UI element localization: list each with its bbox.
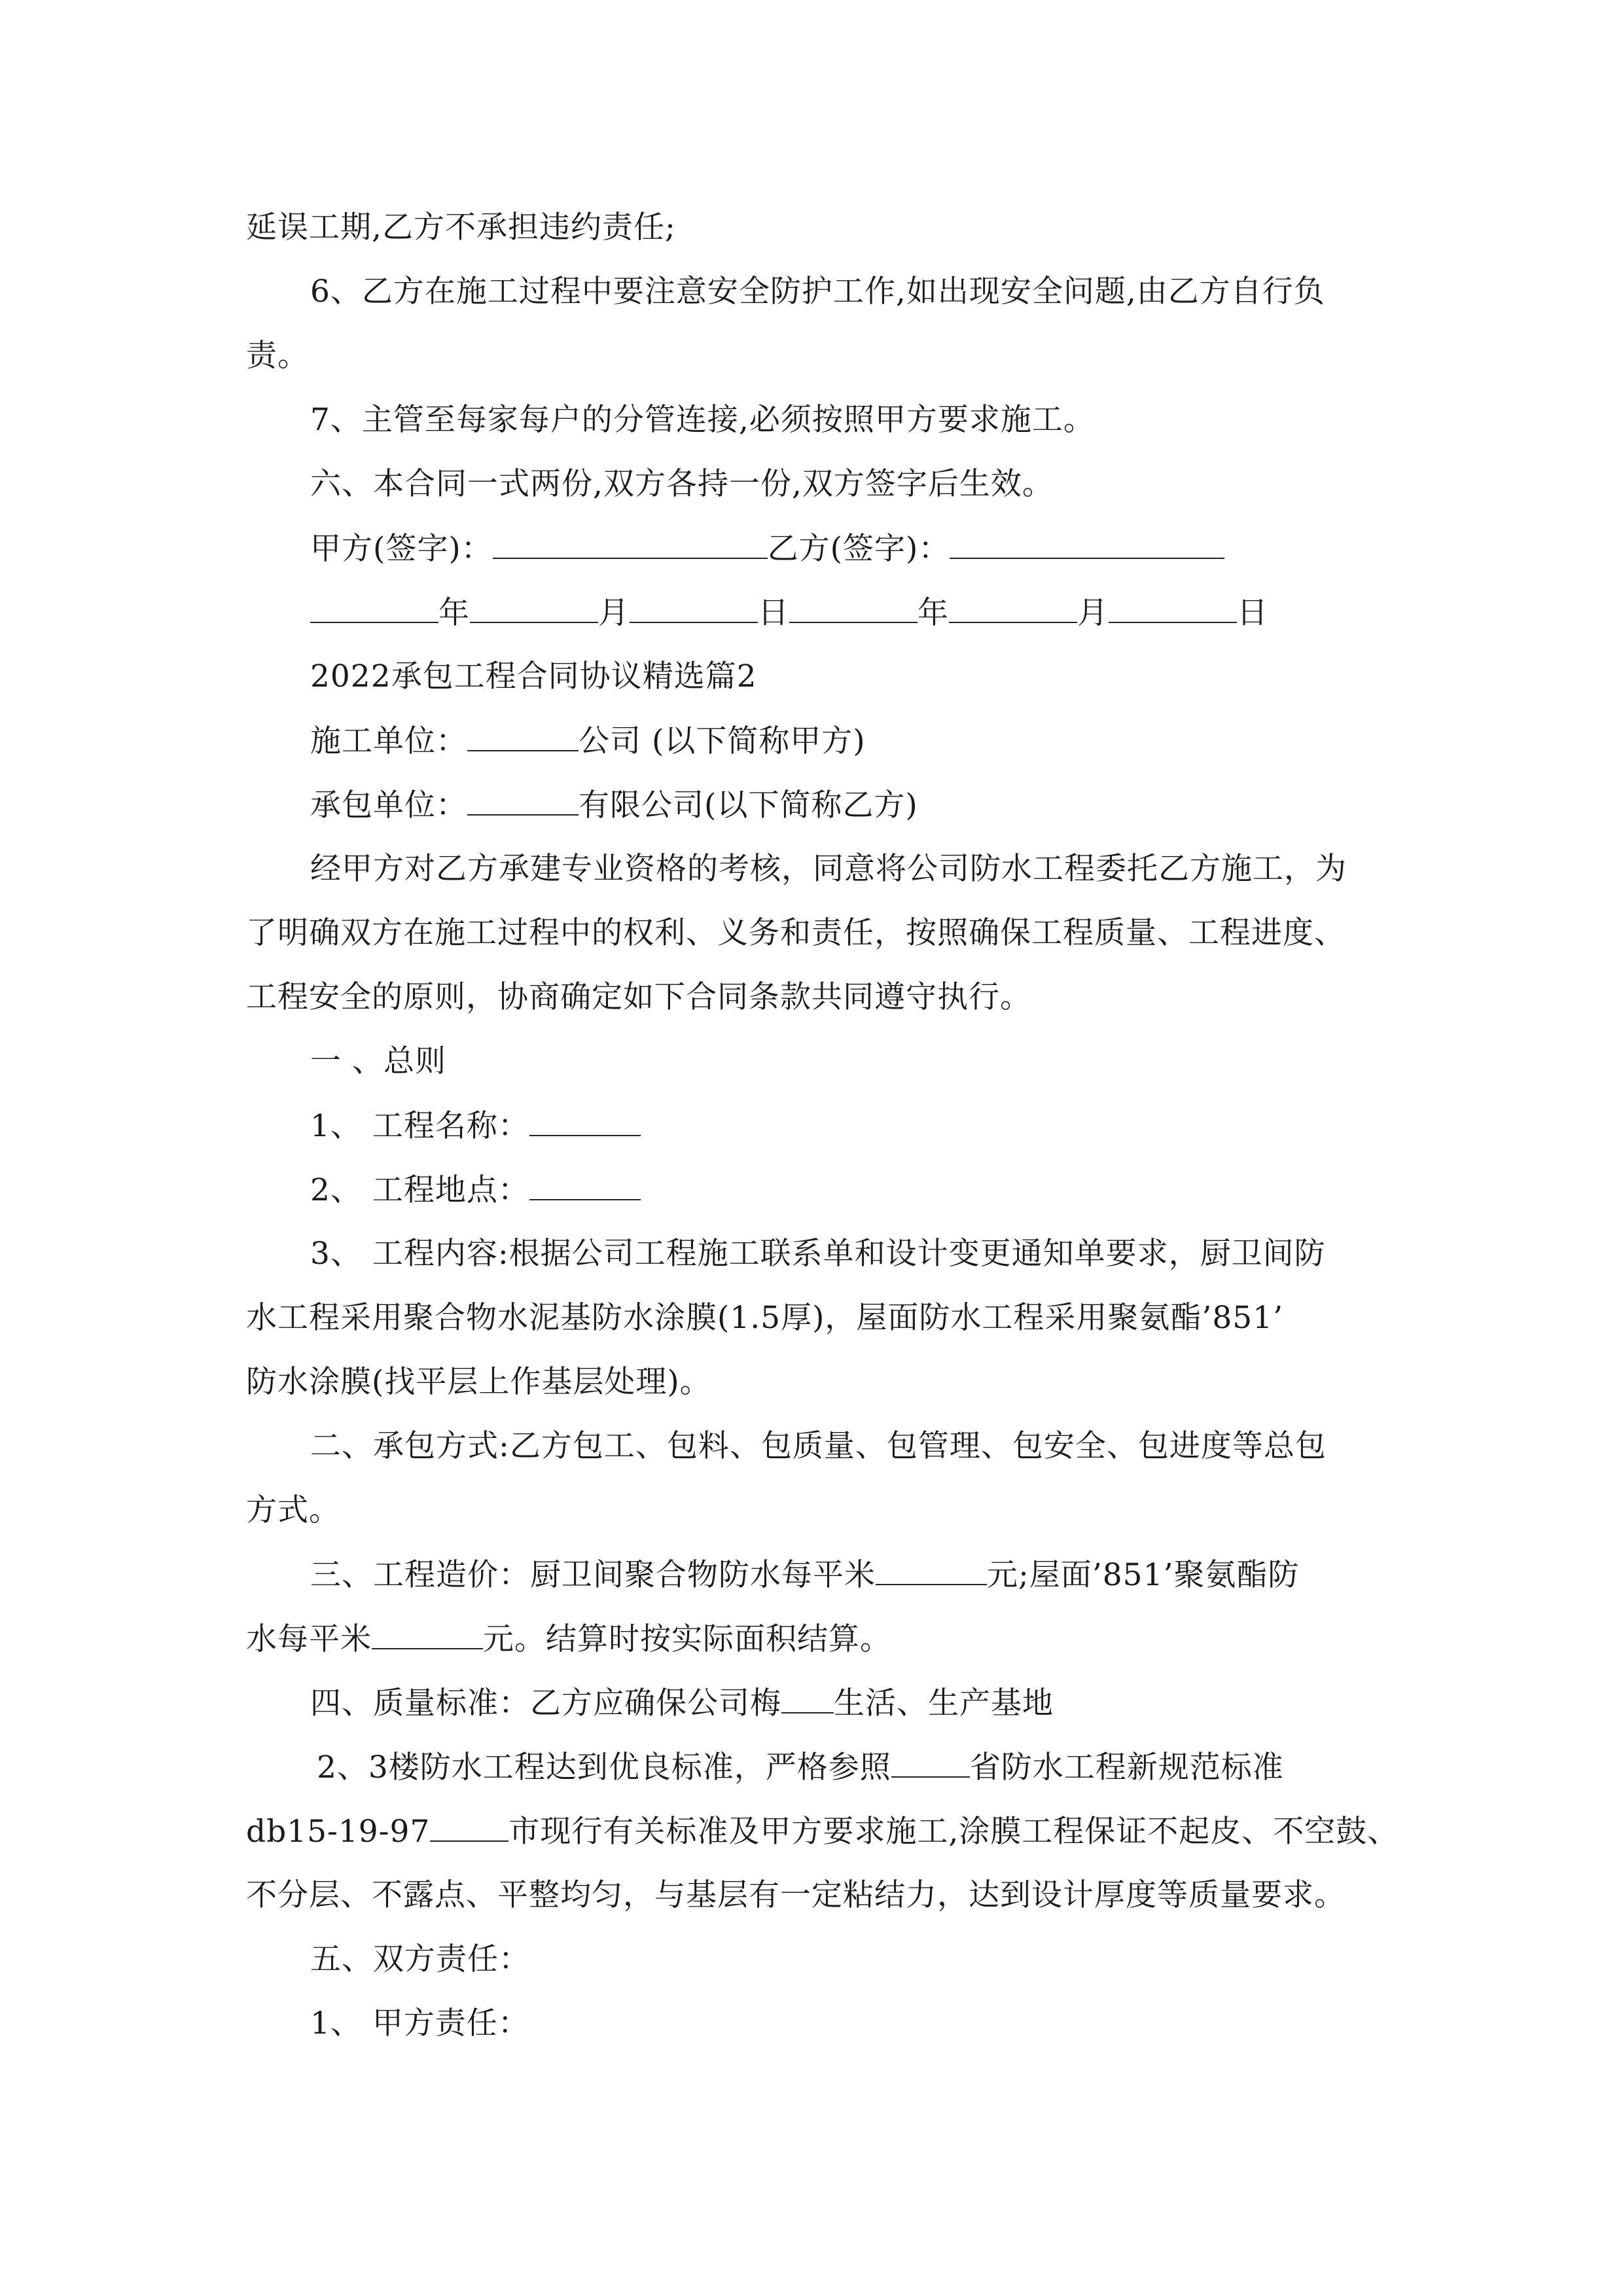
text-line: 了明确双方在施工过程中的权利、义务和责任，按照确保工程质量、工程进度、 xyxy=(246,915,1346,951)
text-line: 五、双方责任： xyxy=(310,1941,530,1977)
quality-line-3: db15-19-97 市现行有关标准及甲方要求施工,涂膜工程保证不起皮、不空鼓、 xyxy=(246,1812,1399,1852)
month-label: 月 xyxy=(1077,595,1109,631)
text-line: 延误工期,乙方不承担违约责任; xyxy=(246,209,676,245)
text-line: 二、承包方式:乙方包工、包料、包质量、包管理、包安全、包进度等总包 xyxy=(310,1428,1327,1464)
text-line: 一 、总则 xyxy=(310,1043,446,1079)
province-blank xyxy=(891,1748,970,1778)
day-label: 日 xyxy=(1237,595,1268,631)
text-line: 经甲方对乙方承建专业资格的考核，同意将公司防水工程委托乙方施工，为 xyxy=(310,851,1347,887)
day-label: 日 xyxy=(758,595,789,631)
year-label: 年 xyxy=(438,595,470,631)
text-line: 方式。 xyxy=(246,1492,340,1528)
pricing-line-continued: 水每平米 元。结算时按实际面积结算。 xyxy=(246,1619,891,1659)
text-line: 6、乙方在施工过程中要注意安全防护工作,如出现安全问题,由乙方自行负 xyxy=(310,274,1325,310)
signature-line xyxy=(310,529,1224,569)
party-a-signature-label: 甲方(签字)： xyxy=(310,531,493,567)
text-line: 责。 xyxy=(246,338,309,374)
section-title: 2022承包工程合同协议精选篇2 xyxy=(310,658,757,694)
text-line: 不分层、不露点、平整均匀，与基层有一定粘结力，达到设计厚度等质量要求。 xyxy=(246,1877,1346,1913)
text-line: 六、本合同一式两份,双方各持一份,双方签字后生效。 xyxy=(310,466,1054,502)
city-blank xyxy=(430,1812,508,1842)
text-line: 1、 甲方责任： xyxy=(310,2005,529,2041)
text-line: 7、主管至每家每户的分管连接,必须按照甲方要求施工。 xyxy=(310,402,1095,438)
project-name-blank xyxy=(529,1106,641,1136)
pricing-line: 三、工程造价：厨卫间聚合物防水每平米 元;屋面’851’聚氨酯防 xyxy=(310,1555,1299,1595)
quality-line-2: 2、3楼防水工程达到优良标准，严格参照 省防水工程新规范标准 xyxy=(317,1748,1284,1787)
project-name-line: 1、 工程名称： xyxy=(310,1106,641,1146)
party-b-signature-blank xyxy=(950,529,1224,559)
party-b-signature-label: 乙方(签字)： xyxy=(767,531,950,567)
contractor-unit-label: 承包单位： xyxy=(310,787,467,823)
text-line: 水工程采用聚合物水泥基防水涂膜(1.5厚)，屋面防水工程采用聚氨酯’851’ xyxy=(246,1300,1284,1336)
construction-unit-blank xyxy=(467,721,579,751)
quality-blank xyxy=(781,1683,834,1713)
date-line xyxy=(310,593,1268,633)
project-location-blank xyxy=(529,1170,641,1200)
price-blank xyxy=(372,1619,483,1649)
month-label: 月 xyxy=(598,595,630,631)
text-line: 防水涂膜(找平层上作基层处理)。 xyxy=(246,1364,711,1400)
construction-unit-line: 施工单位： 公司 (以下简称甲方) xyxy=(310,721,866,761)
quality-line: 四、质量标准：乙方应确保公司梅 生活、生产基地 xyxy=(310,1683,1054,1723)
construction-unit-label: 施工单位： xyxy=(310,723,467,759)
project-location-line: 2、 工程地点： xyxy=(310,1170,641,1210)
contractor-unit-blank xyxy=(467,785,579,816)
text-line: 3、 工程内容:根据公司工程施工联系单和设计变更通知单要求，厨卫间防 xyxy=(310,1236,1326,1272)
contractor-unit-line: 承包单位： 有限公司(以下简称乙方) xyxy=(310,785,918,825)
year-label: 年 xyxy=(918,595,949,631)
price-blank xyxy=(876,1555,987,1585)
text-line: 工程安全的原则，协商确定如下合同条款共同遵守执行。 xyxy=(246,979,1031,1015)
party-a-signature-blank xyxy=(493,529,768,559)
